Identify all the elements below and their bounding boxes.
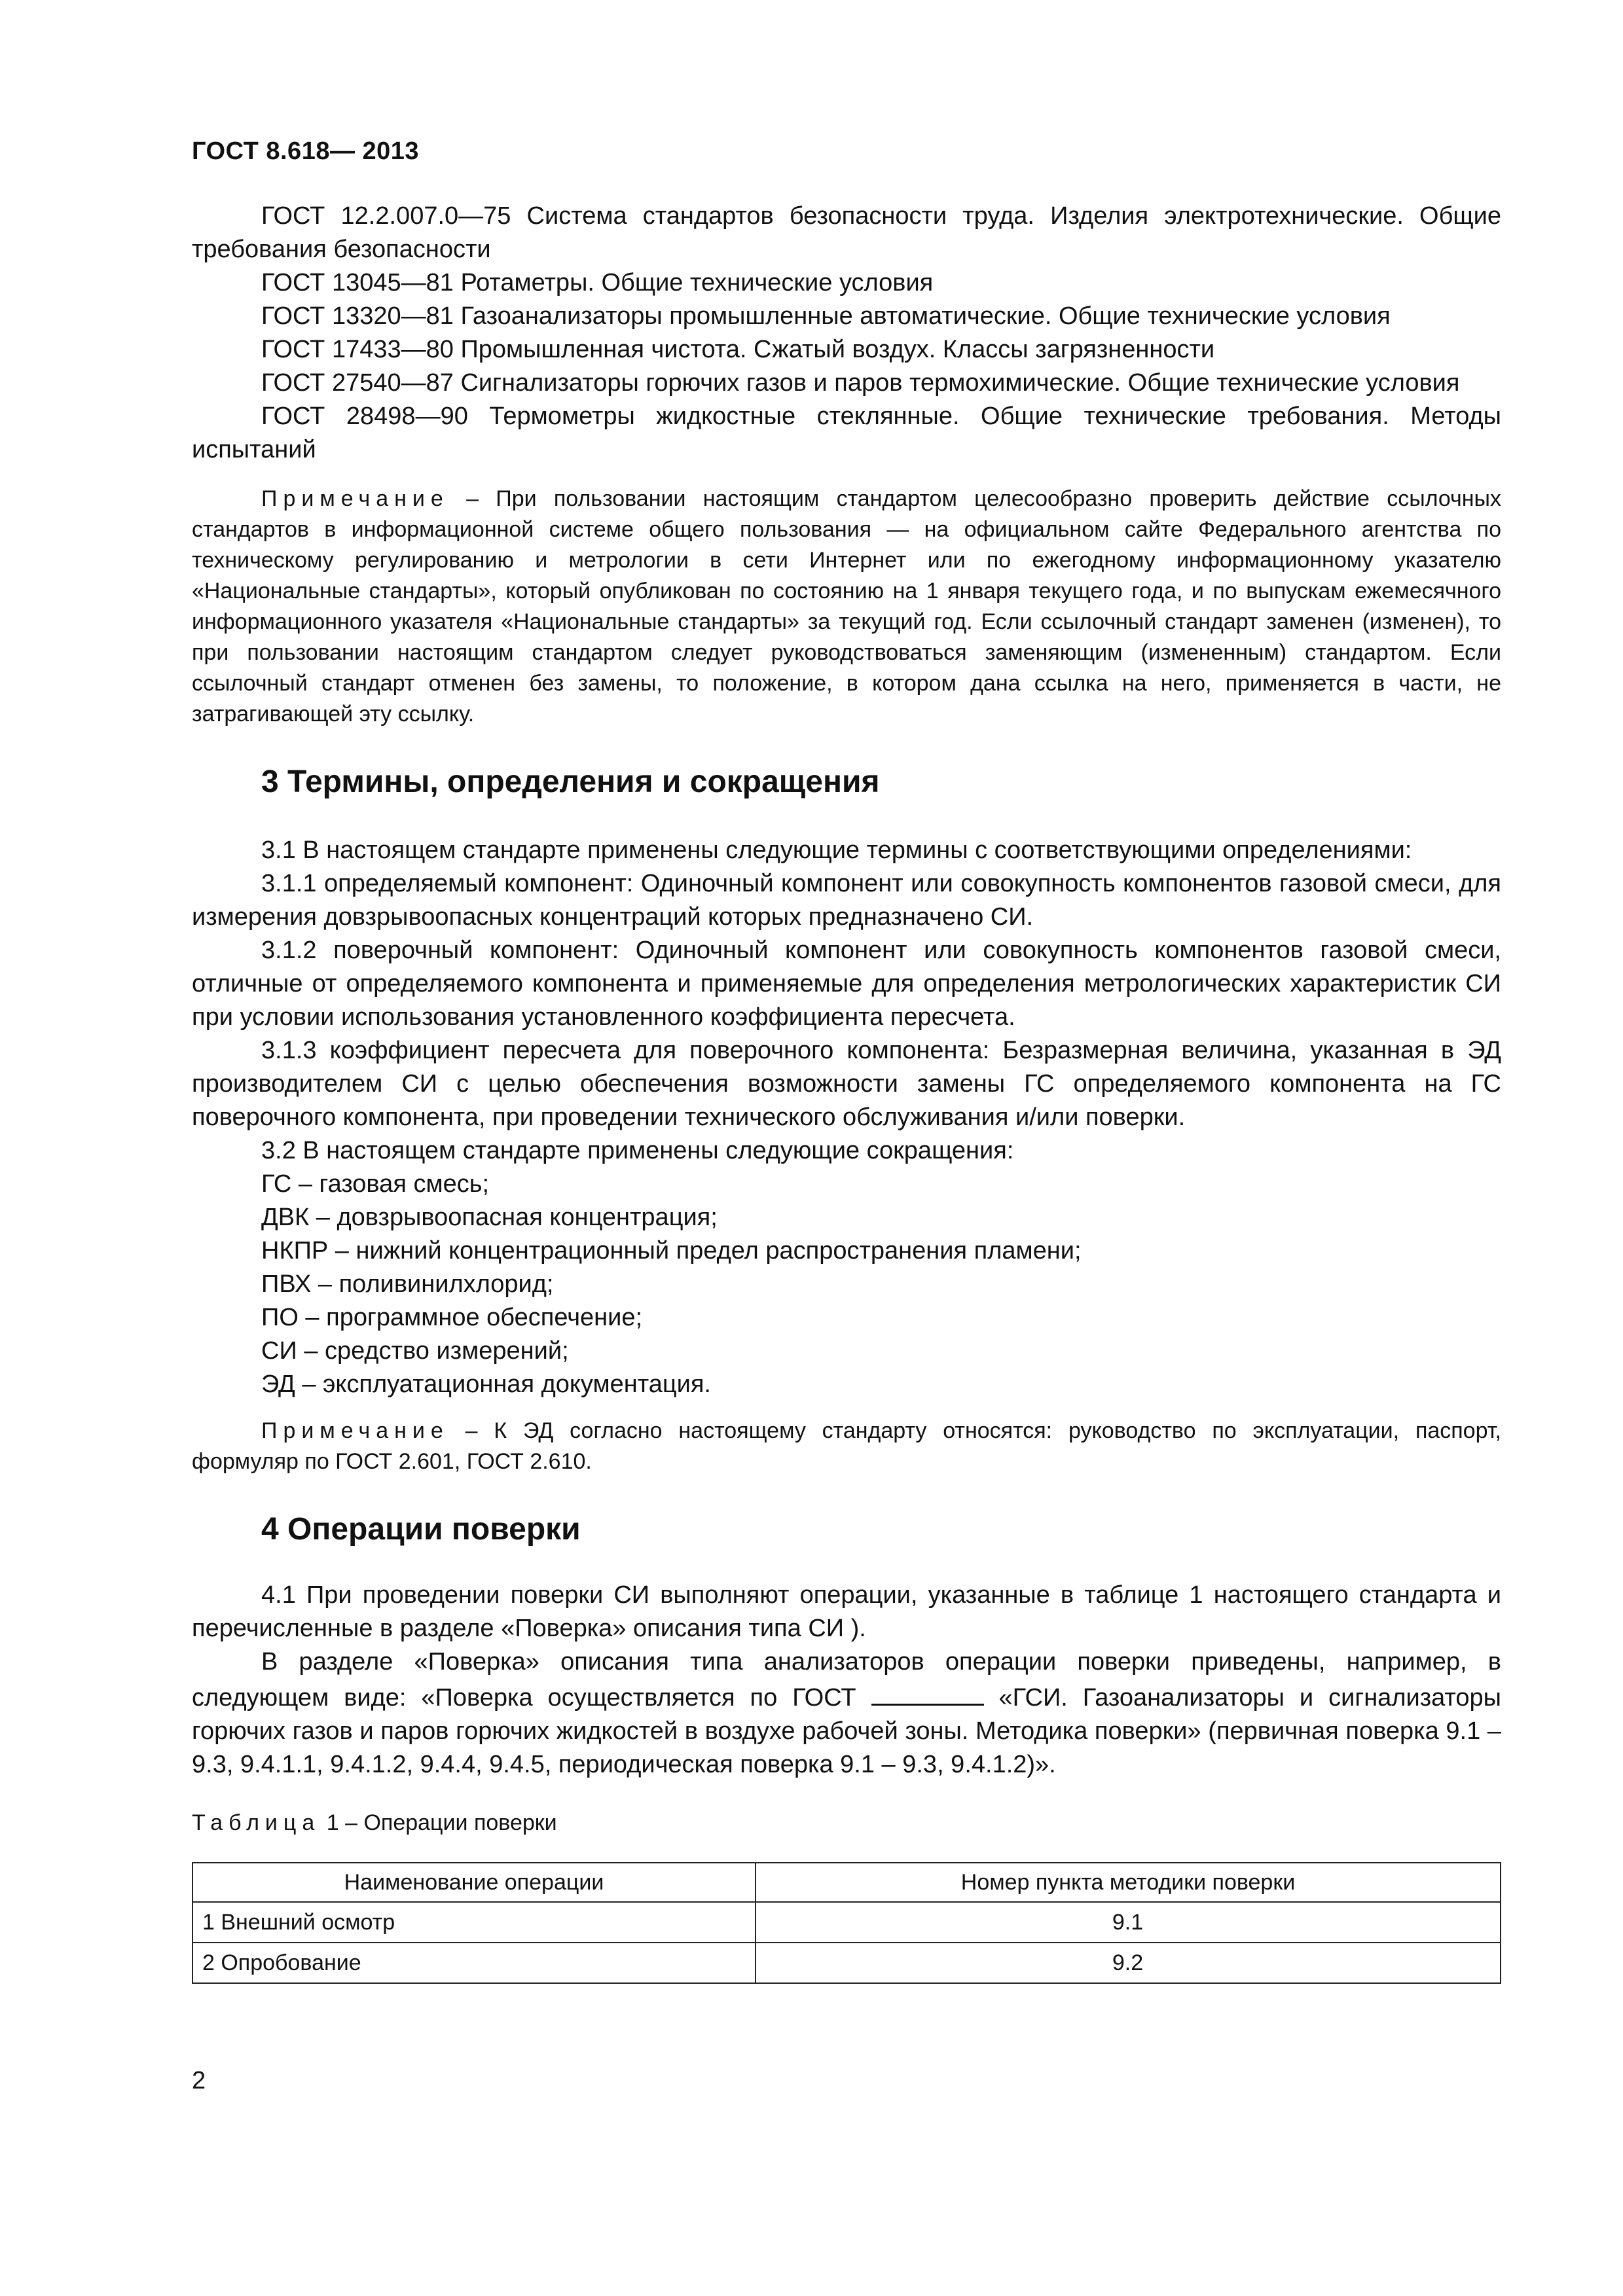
ref-gost-12-2-007: ГОСТ 12.2.007.0—75 Система стандартов безопасности труда. Изделия электротехнические. Общие требования безопасности	[192, 202, 1501, 263]
para-3-2: 3.2 В настоящем стандарте применены следующие сокращения:	[261, 1137, 1014, 1164]
para-4-1-example	[192, 1645, 1501, 1782]
table-caption	[192, 1810, 1501, 1836]
ref-gost-17433: ГОСТ 17433—80 Промышленная чистота. Сжатый воздух. Классы загрязненности	[261, 336, 1215, 363]
table-cell: 1 Внешний осмотр	[192, 1902, 756, 1943]
abbrev-item: ГС – газовая смесь;	[261, 1170, 490, 1198]
abbrev-item: СИ – средство измерений;	[261, 1337, 569, 1365]
para-3-1: 3.1 В настоящем стандарте применены следующие термины с соответствующими определениями:	[261, 836, 1412, 864]
table-cell: 9.1	[756, 1902, 1501, 1943]
table-caption-label: Таблица	[192, 1810, 321, 1835]
ref-gost-28498: ГОСТ 28498—90 Термометры жидкостные стеклянные. Общие технические требования. Методы испытаний	[192, 403, 1501, 463]
section-3-title: 3 Термины, определения и сокращения	[261, 764, 880, 799]
ref-gost-13045: ГОСТ 13045—81 Ротаметры. Общие технические условия	[261, 269, 934, 296]
table-row	[192, 1943, 1501, 1983]
ref-gost-13320: ГОСТ 13320—81 Газоанализаторы промышленные автоматические. Общие технические условия	[261, 302, 1391, 330]
para-text: В разделе «Поверка» описания типа анализаторов операции поверки приведены, например, в следующем виде: «Поверка осуществляется по ГОСТ	[192, 1648, 1501, 1712]
note-label: Примечание	[261, 486, 449, 511]
abbrev-item: ПВХ – поливинилхлорид;	[261, 1270, 554, 1298]
para-3-1-3: 3.1.3 коэффициент пересчета для поверочного компонента: Безразмерная величина, указанная в ЭД производителем СИ с целью обеспечения возможности замены ГС определяемого компонента на ГС поверочного компонента, при проведении технического обслуживания и/или поверки.	[192, 1037, 1501, 1131]
note-text: – При пользовании настоящим стандартом целесообразно проверить действие ссылочных стандартов в информационной системе общего пользования — на официальном сайте Федерального агентства по техническому регулированию и метрологии в сети Интернет или по ежегодному информационному указателю «Национальные стандарты», который опубликован по состоянию на 1 января текущего года, и по выпускам ежемесячного информационного указателя «Национальные стандарты» за текущий год. Если ссылочный стандарт заменен (изменен), то при пользовании настоящим стандартом следует руководствоваться заменяющим (измененным) стандартом. Если ссылочный стандарт отменен без замены, то положение, в котором дана ссылка на него, применяется в части, не затрагивающей эту ссылку.	[192, 486, 1501, 726]
abbrev-item: ДВК – довзрывоопасная концентрация;	[261, 1204, 718, 1231]
para-3-1-1: 3.1.1 определяемый компонент: Одиночный компонент или совокупность компонентов газовой смеси, для измерения довзрывоопасных концентраций которых предназначено СИ.	[192, 870, 1501, 931]
operations-table	[192, 1862, 1501, 1984]
section-4-title: 4 Операции поверки	[261, 1512, 581, 1547]
table-header-cell: Номер пункта методики поверки	[756, 1863, 1501, 1902]
note-label: Примечание	[261, 1418, 449, 1443]
document-page	[192, 137, 1501, 1984]
note-ed	[192, 1416, 1501, 1477]
document-header: ГОСТ 8.618— 2013	[192, 137, 420, 165]
note-references	[192, 484, 1501, 730]
blank-line	[871, 1679, 984, 1706]
table-cell: 2 Опробование	[192, 1943, 756, 1983]
abbrev-item: ПО – программное обеспечение;	[261, 1304, 643, 1331]
para-4-1: 4.1 При проведении поверки СИ выполняют операции, указанные в таблице 1 настоящего стандарта и перечисленные в разделе «Поверка» описания типа СИ ).	[192, 1581, 1501, 1642]
table-header-row	[192, 1863, 1501, 1902]
para-3-1-2: 3.1.2 поверочный компонент: Одиночный компонент или совокупность компонентов газовой смеси, отличные от определяемого компонента и применяемые для определения метрологических характеристик СИ при условии использования установленного коэффициента пересчета.	[192, 937, 1501, 1031]
ref-gost-27540: ГОСТ 27540—87 Сигнализаторы горючих газов и паров термохимические. Общие технические условия	[261, 369, 1460, 397]
page-number: 2	[192, 2067, 206, 2094]
table-header-cell: Наименование операции	[192, 1863, 756, 1902]
abbrev-item: НКПР – нижний концентрационный предел распространения пламени;	[261, 1237, 1082, 1265]
table-caption-text: 1 – Операции поверки	[320, 1810, 557, 1835]
abbrev-item: ЭД – эксплуатационная документация.	[261, 1371, 711, 1398]
table-cell: 9.2	[756, 1943, 1501, 1983]
table-row	[192, 1902, 1501, 1943]
para-text: «ГСИ. Газоанализаторы и сигнализаторы горючих газов и паров горючих жидкостей в воздухе рабочей зоны. Методика поверки» (первичная поверка 9.1 – 9.3, 9.4.1.1, 9.4.1.2, 9.4.4, 9.4.5, периодическая поверка 9.1 – 9.3, 9.4.1.2)».	[192, 1684, 1501, 1778]
note-text: – К ЭД согласно настоящему стандарту относятся: руководство по эксплуатации, паспорт, формуляр по ГОСТ 2.601, ГОСТ 2.610.	[192, 1418, 1501, 1474]
